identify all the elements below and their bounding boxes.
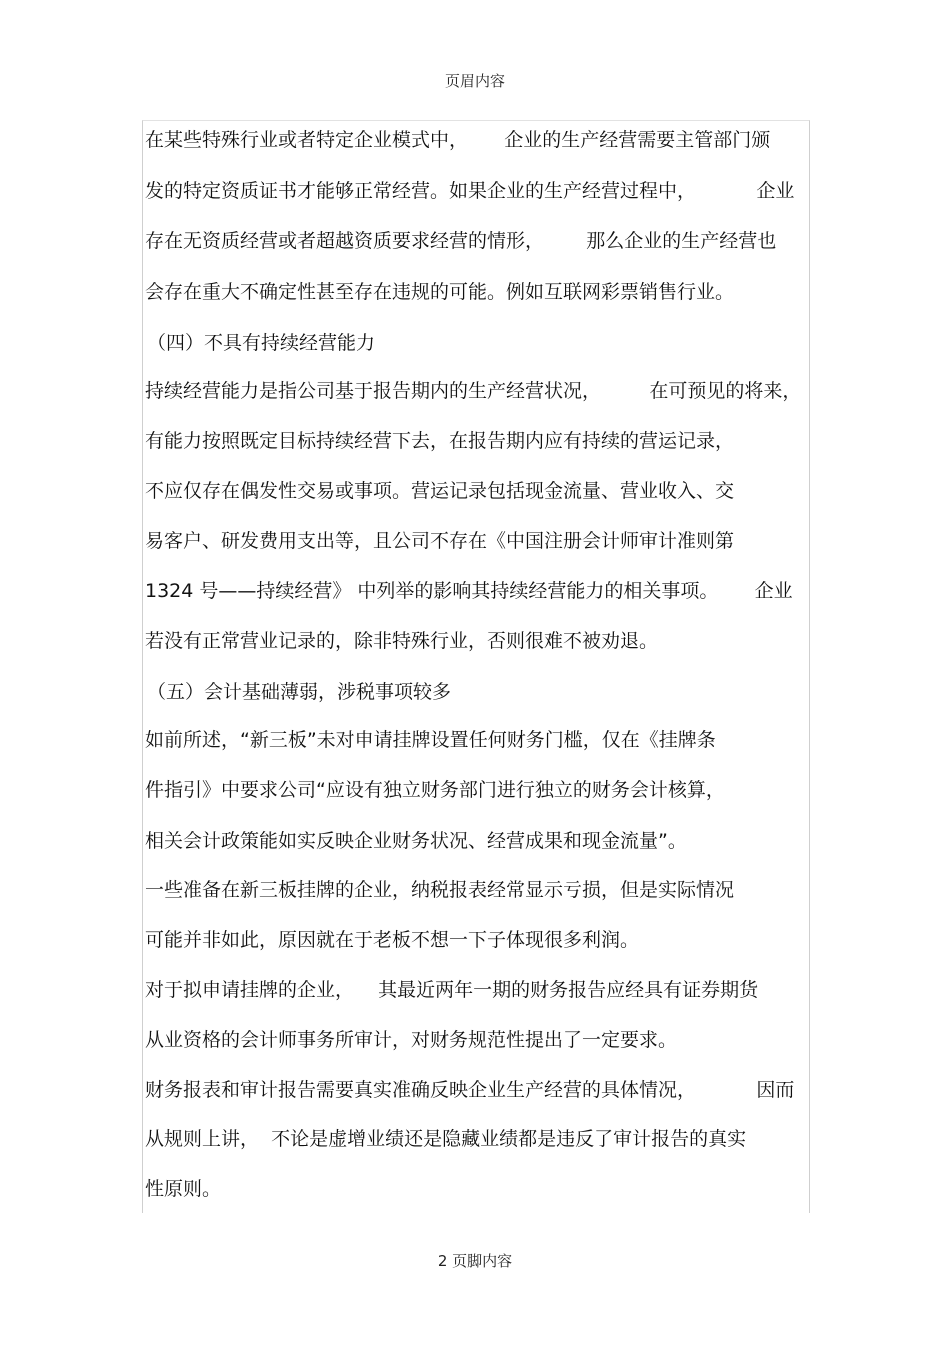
section-heading: （四）不具有持续经营能力 — [147, 332, 376, 354]
page-header: 页眉内容 — [444, 72, 505, 90]
paragraph-line: 若没有正常营业记录的，除非特殊行业，否则很难不被劝退。 — [145, 630, 659, 652]
page-footer: 2 页脚内容 — [437, 1252, 513, 1270]
paragraph-line: 财务报表和审计报告需要真实准确反映企业生产经营的具体情况， 因而 — [145, 1079, 795, 1101]
paragraph-line: 有能力按照既定目标持续经营下去，在报告期内应有持续的营运记录， — [145, 430, 735, 452]
paragraph-line: 持续经营能力是指公司基于报告期内的生产经营状况， 在可预见的将来， — [145, 380, 802, 402]
paragraph-line: 如前所述，“新三板”未对申请挂牌设置任何财务门槛，仅在《挂牌条 — [145, 729, 716, 751]
paragraph-line: 发的特定资质证书才能够正常经营。如果企业的生产经营过程中， 企业 — [145, 180, 795, 202]
paragraph-line: 会存在重大不确定性甚至存在违规的可能。例如互联网彩票销售行业。 — [145, 281, 735, 303]
paragraph-line: 不应仅存在偶发性交易或事项。营运记录包括现金流量、营业收入、交 — [145, 480, 735, 502]
paragraph-line: 易客户、研发费用支出等，且公司不存在《中国注册会计师审计准则第 — [145, 530, 735, 552]
paragraph-line: 从规则上讲， 不论是虚增业绩还是隐藏业绩都是违反了审计报告的真实 — [145, 1128, 747, 1150]
paragraph-line: 在某些特殊行业或者特定企业模式中， 企业的生产经营需要主管部门颁 — [145, 129, 771, 151]
paragraph-line: 性原则。 — [145, 1178, 222, 1200]
paragraph-line: 1324 号——持续经营》 中列举的影响其持续经营能力的相关事项。 企业 — [145, 580, 793, 602]
paragraph-line: 可能并非如此，原因就在于老板不想一下子体现很多利润。 — [145, 929, 640, 951]
paragraph-line: 对于拟申请挂牌的企业， 其最近两年一期的财务报告应经具有证券期货 — [145, 979, 759, 1001]
paragraph-line: 存在无资质经营或者超越资质要求经营的情形， 那么企业的生产经营也 — [145, 230, 777, 252]
paragraph-line: 一些准备在新三板挂牌的企业，纳税报表经常显示亏损，但是实际情况 — [145, 879, 735, 901]
section-heading: （五）会计基础薄弱，涉税事项较多 — [147, 681, 452, 703]
paragraph-line: 件指引》中要求公司“应设有独立财务部门进行独立的财务会计核算， — [145, 779, 725, 801]
paragraph-line: 相关会计政策能如实反映企业财务状况、经营成果和现金流量”。 — [145, 830, 687, 852]
paragraph-line: 从业资格的会计师事务所审计，对财务规范性提出了一定要求。 — [145, 1029, 678, 1051]
